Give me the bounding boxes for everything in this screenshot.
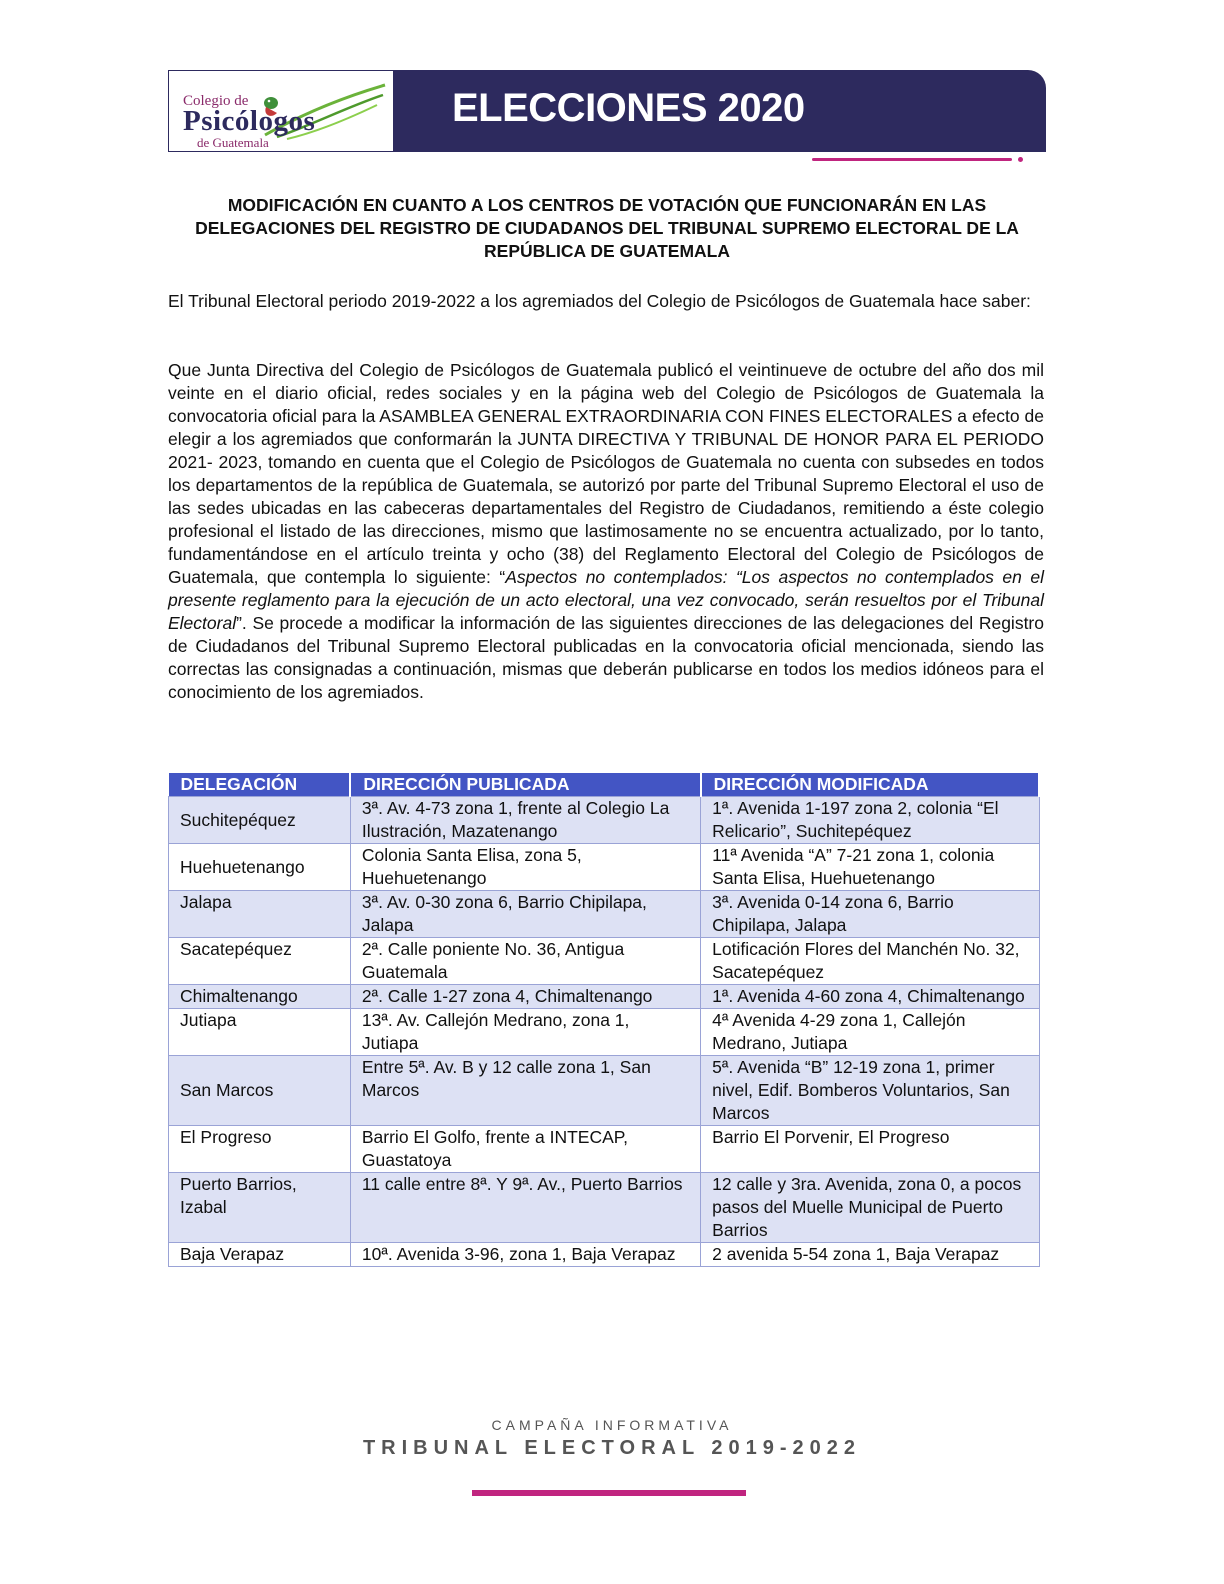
logo-text-psicologos: Psicólogos xyxy=(183,105,316,137)
cell-delegacion: El Progreso xyxy=(169,1126,351,1173)
table-row xyxy=(169,844,1040,891)
banner-title: ELECCIONES 2020 xyxy=(452,86,805,130)
cell-direccion-modificada: 4ª Avenida 4-29 zona 1, Callejón Medrano, Jutiapa xyxy=(701,1009,1039,1056)
body-paragraph xyxy=(168,359,1044,704)
cell-direccion-publicada: 3ª. Av. 0-30 zona 6, Barrio Chipilapa, Jalapa xyxy=(350,891,700,938)
table-row xyxy=(169,1126,1040,1173)
table-row xyxy=(169,891,1040,938)
cell-delegacion: Puerto Barrios, Izabal xyxy=(169,1173,351,1243)
cell-direccion-modificada: 12 calle y 3ra. Avenida, zona 0, a pocos pasos del Muelle Municipal de Puerto Barrios xyxy=(701,1173,1039,1243)
cell-direccion-publicada: 3ª. Av. 4-73 zona 1, frente al Colegio La Ilustración, Mazatenango xyxy=(350,797,700,844)
table-row xyxy=(169,1173,1040,1243)
college-logo xyxy=(168,70,394,152)
cell-delegacion: Suchitepéquez xyxy=(169,797,351,844)
body-quote: Aspectos no contemplados: “Los aspectos no contemplados en el presente reglamento para la ejecución de un acto electoral, una vez convocado, serán resueltos por el Tribunal Electoral xyxy=(168,567,1044,633)
cell-direccion-publicada: 2ª. Calle 1-27 zona 4, Chimaltenango xyxy=(350,985,700,1009)
table-row xyxy=(169,1009,1040,1056)
cell-delegacion: Chimaltenango xyxy=(169,985,351,1009)
intro-paragraph: El Tribunal Electoral periodo 2019-2022 a los agremiados del Colegio de Psicólogos de Guatemala hace saber: xyxy=(168,291,1031,311)
table-row xyxy=(169,938,1040,985)
cell-direccion-modificada: 5ª. Avenida “B” 12-19 zona 1, primer nivel, Edif. Bomberos Voluntarios, San Marcos xyxy=(701,1056,1039,1126)
header xyxy=(168,70,1046,154)
cell-direccion-publicada: 13ª. Av. Callejón Medrano, zona 1, Jutiapa xyxy=(350,1009,700,1056)
logo-text-colegio: Colegio de xyxy=(183,93,249,109)
footer-campaign-label: CAMPAÑA INFORMATIVA xyxy=(491,1417,733,1433)
cell-direccion-modificada: 1ª. Avenida 4-60 zona 4, Chimaltenango xyxy=(701,985,1039,1009)
table-row xyxy=(169,797,1040,844)
logo-text-guatemala: de Guatemala xyxy=(197,135,269,150)
cell-direccion-publicada: Entre 5ª. Av. B y 12 calle zona 1, San Marcos xyxy=(350,1056,700,1126)
cell-direccion-publicada: 2ª. Calle poniente No. 36, Antigua Guatemala xyxy=(350,938,700,985)
table-row xyxy=(169,1056,1040,1126)
cell-direccion-modificada: 2 avenida 5-54 zona 1, Baja Verapaz xyxy=(701,1243,1039,1267)
cell-direccion-modificada: 11ª Avenida “A” 7-21 zona 1, colonia Santa Elisa, Huehuetenango xyxy=(701,844,1039,891)
table-header-row xyxy=(169,773,1040,797)
cell-direccion-modificada: 3ª. Avenida 0-14 zona 6, Barrio Chipilapa, Jalapa xyxy=(701,891,1039,938)
body-text-part1: Que Junta Directiva del Colegio de Psicólogos de Guatemala publicó el veintinueve de octubre del año dos mil veinte en el diario oficial, redes sociales y en la página web del Colegio de Psicólogos de Guatemala la convocatoria oficial para la ASAMBLEA GENERAL EXTRAORDINARIA CON FINES ELECTORALES a efecto de elegir a los agremiados que conformarán la JUNTA DIRECTIVA Y TRIBUNAL DE HONOR PARA EL PERIODO 2021- 2023, tomando en cuenta que el Colegio de Psicólogos de Guatemala no cuenta con subsedes en todos los departamentos de la república de Guatemala, se autorizó por parte del Tribunal Supremo Electoral el uso de las sedes ubicadas en las cabeceras departamentales del Registro de Ciudadanos, remitiendo a éste colegio profesional el listado de las direcciones, mismo que lastimosamente no se encuentra actualizado, por lo tanto, fundamentándose en el artículo treinta y ocho (38) del Reglamento Electoral del Colegio de Psicólogos de Guatemala, que contempla lo siguiente: “ xyxy=(168,360,1044,587)
cell-direccion-modificada: Barrio El Porvenir, El Progreso xyxy=(701,1126,1039,1173)
elections-banner xyxy=(394,70,1046,152)
cell-direccion-publicada: Barrio El Golfo, frente a INTECAP, Guastatoya xyxy=(350,1126,700,1173)
cell-delegacion: Huehuetenango xyxy=(169,844,351,891)
footer-accent-rule xyxy=(472,1490,746,1496)
cell-direccion-modificada: Lotificación Flores del Manchén No. 32, Sacatepéquez xyxy=(701,938,1039,985)
cell-delegacion: Sacatepéquez xyxy=(169,938,351,985)
header-accent-rule xyxy=(812,158,1012,161)
header-accent-dot xyxy=(1018,157,1023,162)
cell-direccion-publicada: 10ª. Avenida 3-96, zona 1, Baja Verapaz xyxy=(350,1243,700,1267)
body-text-part2: ”. Se procede a modificar la información de las siguientes direcciones de las delegaciones del Registro de Ciudadanos del Tribunal Supremo Electoral publicadas en la convocatoria oficial mencionada, siendo las correctas las consignadas a continuación, mismas que deberán publicarse en todos los medios idóneos para el conocimiento de los agremiados. xyxy=(168,613,1044,702)
cell-direccion-publicada: Colonia Santa Elisa, zona 5, Huehuetenango xyxy=(350,844,700,891)
table-row xyxy=(169,1243,1040,1267)
cell-delegacion: Jalapa xyxy=(169,891,351,938)
addresses-table xyxy=(168,773,1040,1267)
cell-direccion-publicada: 11 calle entre 8ª. Y 9ª. Av., Puerto Barrios xyxy=(350,1173,700,1243)
cell-delegacion: Baja Verapaz xyxy=(169,1243,351,1267)
document-title: MODIFICACIÓN EN CUANTO A LOS CENTROS DE VOTACIÓN QUE FUNCIONARÁN EN LAS DELEGACIONES DEL REGISTRO DE CIUDADANOS DEL TRIBUNAL SUPREMO ELECTORAL DE LA REPÚBLICA DE GUATEMALA xyxy=(195,195,1019,261)
table-row xyxy=(169,985,1040,1009)
footer-tribunal-label: TRIBUNAL ELECTORAL 2019-2022 xyxy=(362,1437,862,1459)
cell-delegacion: San Marcos xyxy=(169,1056,351,1126)
cell-delegacion: Jutiapa xyxy=(169,1009,351,1056)
header-delegacion: DELEGACIÓN xyxy=(169,773,351,797)
header-direccion-modificada: DIRECCIÓN MODIFICADA xyxy=(701,773,1039,797)
header-direccion-publicada: DIRECCIÓN PUBLICADA xyxy=(350,773,700,797)
cell-direccion-modificada: 1ª. Avenida 1-197 zona 2, colonia “El Relicario”, Suchitepéquez xyxy=(701,797,1039,844)
